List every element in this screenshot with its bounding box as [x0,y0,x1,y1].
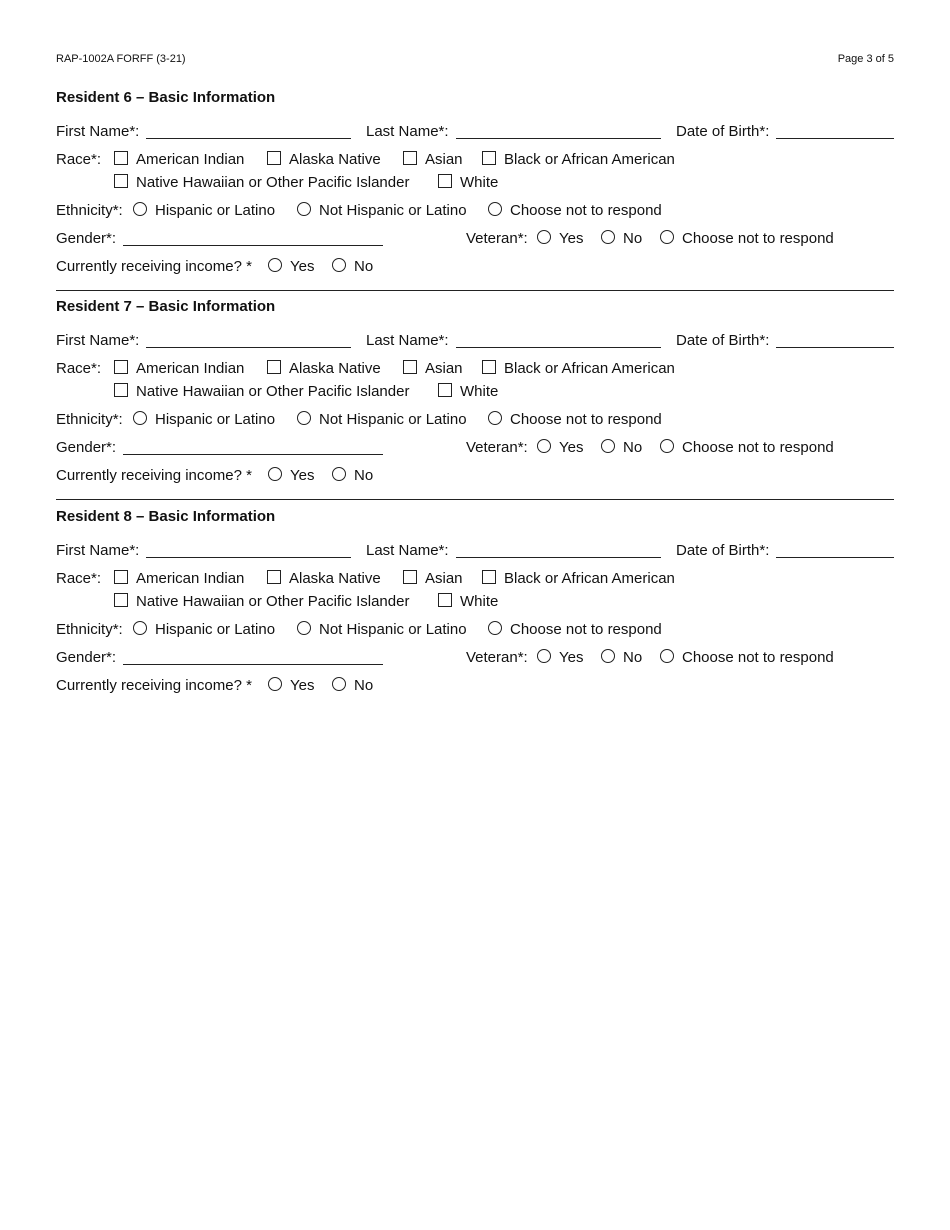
income-option-no[interactable] [332,675,373,697]
checkbox[interactable] [403,151,417,165]
checkbox[interactable] [114,360,128,374]
option-label: Asian [425,360,463,377]
option-label: Choose not to respond [510,621,662,638]
option-label: Native Hawaiian or Other Pacific Islander [136,593,410,610]
radio-button[interactable] [332,258,346,272]
dob-label: Date of Birth*: [676,123,770,140]
race-option-hawaiian[interactable] [114,591,409,613]
option-label: Choose not to respond [510,411,662,428]
option-label: No [354,258,374,275]
checkbox[interactable] [438,383,452,397]
race-row-2 [56,172,894,194]
last-name-label: Last Name*: [366,542,449,559]
race-option-alaska-native[interactable] [267,568,381,590]
radio-button[interactable] [601,649,615,663]
veteran-option-yes[interactable] [537,228,583,250]
veteran-option-yes[interactable] [537,647,583,669]
checkbox[interactable] [403,570,417,584]
section-divider [56,290,894,291]
checkbox[interactable] [267,360,281,374]
income-label: Currently receiving income? * [56,258,252,275]
race-option-asian[interactable] [403,149,463,171]
checkbox[interactable] [114,151,128,165]
checkbox[interactable] [403,360,417,374]
option-label: Hispanic or Latino [155,202,276,219]
option-label: Not Hispanic or Latino [319,202,467,219]
ethnicity-row [56,619,894,641]
gender-veteran-row [56,437,894,459]
veteran-option-no[interactable] [601,647,642,669]
checkbox[interactable] [482,360,496,374]
radio-button[interactable] [332,467,346,481]
option-label: Alaska Native [289,360,381,377]
last-name-label: Last Name*: [366,123,449,140]
income-option-yes[interactable] [268,465,314,487]
option-label: Black or African American [504,151,675,168]
option-label: No [354,467,374,484]
radio-button[interactable] [537,230,551,244]
income-label: Currently receiving income? * [56,677,252,694]
radio-button[interactable] [660,649,674,663]
option-label: Yes [290,258,315,275]
race-label: Race*: [56,570,102,587]
checkbox[interactable] [114,383,128,397]
checkbox[interactable] [114,174,128,188]
income-option-no[interactable] [332,256,373,278]
checkbox[interactable] [438,174,452,188]
race-option-asian[interactable] [403,358,463,380]
gender-label: Gender*: [56,230,117,247]
option-label: American Indian [136,151,245,168]
veteran-label: Veteran*: [466,649,528,666]
radio-button[interactable] [133,621,147,635]
income-option-yes[interactable] [268,675,314,697]
option-label: Black or African American [504,570,675,587]
option-label: Native Hawaiian or Other Pacific Islander [136,174,410,191]
option-label: No [623,439,643,456]
option-label: Black or African American [504,360,675,377]
radio-button[interactable] [537,649,551,663]
race-row-2 [56,381,894,403]
option-label: Asian [425,570,463,587]
option-label: Choose not to respond [510,202,662,219]
race-row [56,358,894,380]
radio-button[interactable] [297,621,311,635]
dob-field[interactable] [776,557,894,558]
race-option-alaska-native[interactable] [267,358,381,380]
race-row [56,149,894,171]
option-label: American Indian [136,570,245,587]
veteran-label: Veteran*: [466,230,528,247]
option-label: Hispanic or Latino [155,621,276,638]
section-title: Resident 7 – Basic Information [56,298,276,315]
veteran-option-yes[interactable] [537,437,583,459]
radio-button[interactable] [660,230,674,244]
checkbox[interactable] [267,570,281,584]
option-label: Asian [425,151,463,168]
income-option-no[interactable] [332,465,373,487]
radio-button[interactable] [297,202,311,216]
first-name-field[interactable] [146,138,351,139]
option-label: Yes [559,439,584,456]
race-row [56,568,894,590]
race-label: Race*: [56,151,102,168]
name-row [56,540,894,562]
option-label: Alaska Native [289,151,381,168]
veteran-option-no-response[interactable] [660,437,834,459]
option-label: Not Hispanic or Latino [319,621,467,638]
checkbox[interactable] [438,593,452,607]
option-label: White [460,593,499,610]
veteran-option-no[interactable] [601,437,642,459]
dob-label: Date of Birth*: [676,332,770,349]
gender-label: Gender*: [56,439,117,456]
option-label: No [623,230,643,247]
race-option-hawaiian[interactable] [114,172,409,194]
last-name-field[interactable] [456,138,661,139]
race-option-black[interactable] [482,568,675,590]
first-name-field[interactable] [146,557,351,558]
veteran-label: Veteran*: [466,439,528,456]
race-option-alaska-native[interactable] [267,149,381,171]
radio-button[interactable] [268,467,282,481]
race-option-black[interactable] [482,149,675,171]
checkbox[interactable] [114,570,128,584]
race-option-white[interactable] [438,381,498,403]
first-name-label: First Name*: [56,123,140,140]
name-row [56,121,894,143]
ethnicity-option-not-hispanic[interactable] [297,409,467,431]
page-number: Page 3 of 5 [837,53,894,65]
section-title: Resident 6 – Basic Information [56,89,276,106]
veteran-option-no-response[interactable] [660,647,834,669]
gender-field[interactable] [123,245,383,246]
radio-button[interactable] [268,677,282,691]
checkbox[interactable] [482,570,496,584]
gender-label: Gender*: [56,649,117,666]
radio-button[interactable] [133,411,147,425]
ethnicity-option-hispanic[interactable] [133,409,275,431]
gender-field[interactable] [123,454,383,455]
income-option-yes[interactable] [268,256,314,278]
veteran-option-no-response[interactable] [660,228,834,250]
race-option-white[interactable] [438,172,498,194]
dob-field[interactable] [776,138,894,139]
checkbox[interactable] [267,151,281,165]
ethnicity-option-not-hispanic[interactable] [297,200,467,222]
first-name-label: First Name*: [56,332,140,349]
gender-veteran-row [56,647,894,669]
race-option-asian[interactable] [403,568,463,590]
option-label: Hispanic or Latino [155,411,276,428]
section-divider [56,499,894,500]
first-name-field[interactable] [146,347,351,348]
last-name-field[interactable] [456,557,661,558]
dob-label: Date of Birth*: [676,542,770,559]
race-option-american-indian[interactable] [114,149,244,171]
option-label: Choose not to respond [682,230,834,247]
radio-button[interactable] [601,439,615,453]
option-label: No [354,677,374,694]
income-row [56,675,894,697]
race-label: Race*: [56,360,102,377]
option-label: White [460,383,499,400]
radio-button[interactable] [488,621,502,635]
ethnicity-option-hispanic[interactable] [133,200,275,222]
ethnicity-option-no-response[interactable] [488,619,662,641]
gender-field[interactable] [123,664,383,665]
income-label: Currently receiving income? * [56,467,252,484]
option-label: Native Hawaiian or Other Pacific Islander [136,383,410,400]
checkbox[interactable] [114,593,128,607]
radio-button[interactable] [537,439,551,453]
dob-field[interactable] [776,347,894,348]
race-option-american-indian[interactable] [114,568,244,590]
first-name-label: First Name*: [56,542,140,559]
income-row [56,256,894,278]
radio-button[interactable] [660,439,674,453]
option-label: Not Hispanic or Latino [319,411,467,428]
race-option-black[interactable] [482,358,675,380]
option-label: No [623,649,643,666]
radio-button[interactable] [268,258,282,272]
name-row [56,330,894,352]
option-label: Yes [290,467,315,484]
race-option-hawaiian[interactable] [114,381,409,403]
option-label: Choose not to respond [682,439,834,456]
option-label: Yes [559,230,584,247]
option-label: Yes [559,649,584,666]
radio-button[interactable] [332,677,346,691]
gender-veteran-row [56,228,894,250]
radio-button[interactable] [488,202,502,216]
ethnicity-label: Ethnicity*: [56,202,123,219]
radio-button[interactable] [488,411,502,425]
race-row-2 [56,591,894,613]
option-label: Choose not to respond [682,649,834,666]
race-option-white[interactable] [438,591,498,613]
last-name-field[interactable] [456,347,661,348]
last-name-label: Last Name*: [366,332,449,349]
ethnicity-option-not-hispanic[interactable] [297,619,467,641]
option-label: Alaska Native [289,570,381,587]
income-row [56,465,894,487]
ethnicity-row [56,200,894,222]
ethnicity-label: Ethnicity*: [56,621,123,638]
veteran-option-no[interactable] [601,228,642,250]
ethnicity-option-hispanic[interactable] [133,619,275,641]
option-label: White [460,174,499,191]
radio-button[interactable] [133,202,147,216]
option-label: American Indian [136,360,245,377]
ethnicity-option-no-response[interactable] [488,409,662,431]
section-title: Resident 8 – Basic Information [56,508,276,525]
race-option-american-indian[interactable] [114,358,244,380]
ethnicity-label: Ethnicity*: [56,411,123,428]
ethnicity-row [56,409,894,431]
form-id: RAP-1002A FORFF (3-21) [56,53,186,65]
radio-button[interactable] [601,230,615,244]
ethnicity-option-no-response[interactable] [488,200,662,222]
radio-button[interactable] [297,411,311,425]
option-label: Yes [290,677,315,694]
checkbox[interactable] [482,151,496,165]
